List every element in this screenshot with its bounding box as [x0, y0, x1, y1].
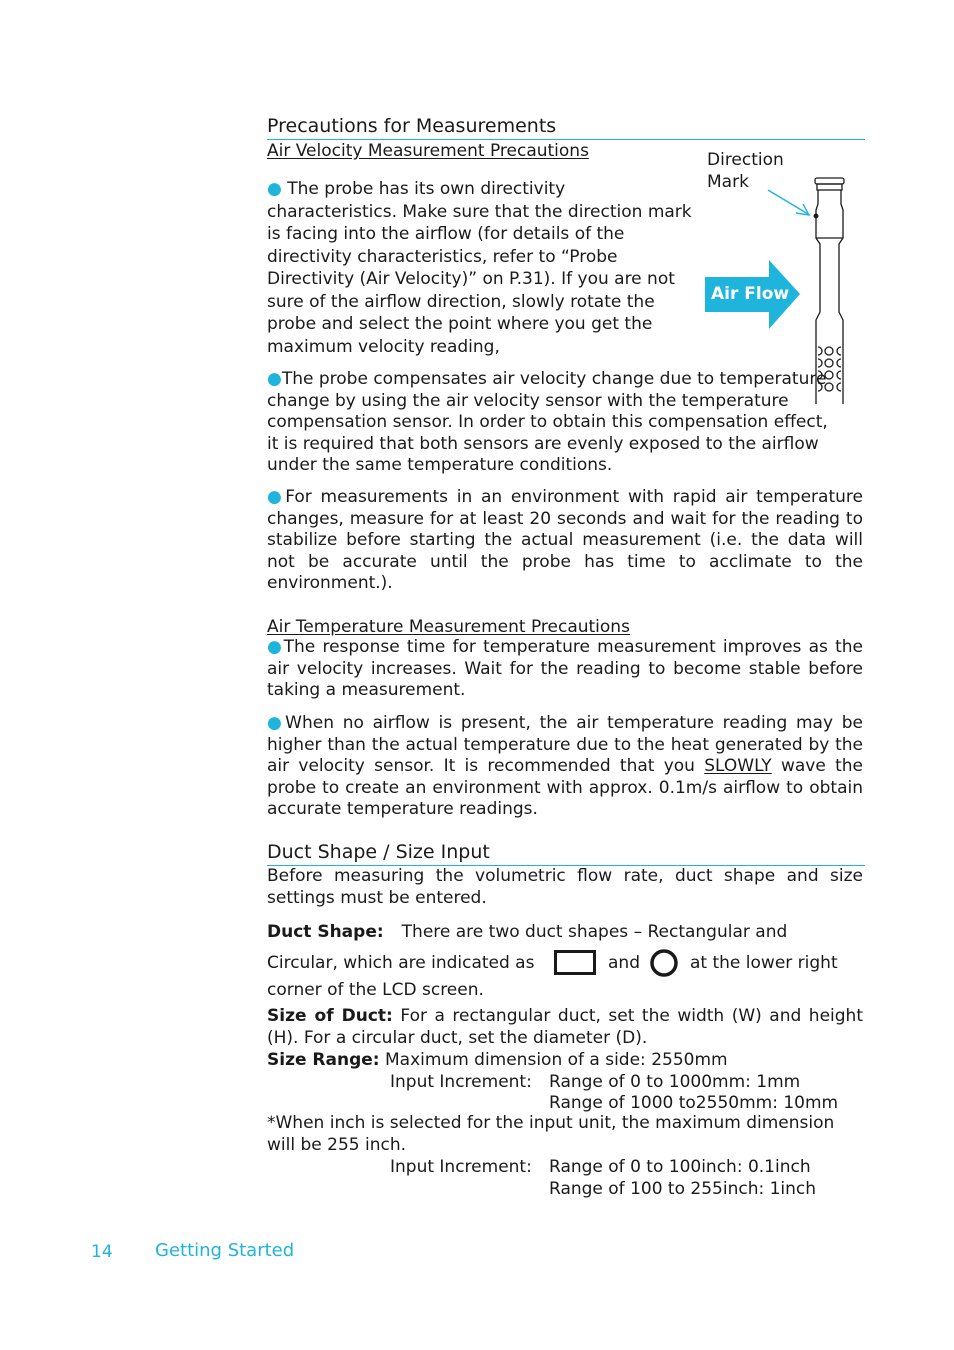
size-range-line — [267, 1049, 728, 1071]
paragraph-rapid-temperature — [267, 487, 863, 595]
size-of-duct-label: Size of Duct: — [267, 1006, 393, 1026]
paragraph-response-time — [267, 637, 863, 702]
duct-shape-line — [267, 921, 787, 943]
paragraph-text: For measurements in an environment with rapid air temperature changes, measure for at least 20 seconds and wait for the reading to stabilize before starting the actual measurement (i.e. the data will not be accurate until the probe has time to acclimate to the environment.). — [267, 487, 863, 593]
bullet-icon: ● — [267, 487, 286, 507]
circular-duct-icon — [649, 948, 679, 978]
paragraph-no-airflow — [267, 713, 863, 821]
lower-right-text: at the lower right — [690, 953, 838, 973]
paragraph-text: When no airflow is present, the air temperature reading may be higher than the actual temperature due to the heat generated by the air velocity sensor. It is recommended that you — [267, 713, 863, 776]
duct-shape-text: There are two duct shapes – Rectangular and — [401, 922, 788, 942]
paragraph-directivity — [267, 178, 699, 358]
increment-inch-range-1: Range of 0 to 100inch: 0.1inch — [549, 1157, 811, 1177]
page-number: 14 — [91, 1242, 113, 1262]
size-of-duct — [267, 1006, 863, 1049]
emphasis-slowly: SLOWLY — [704, 756, 772, 776]
bullet-icon: ● — [267, 179, 282, 199]
and-text: and — [608, 953, 640, 973]
direction-pointer-arrow — [768, 190, 809, 215]
subheading-air-temperature: Air Temperature Measurement Precautions — [267, 617, 630, 637]
chapter-name: Getting Started — [155, 1240, 295, 1261]
paragraph-text: The probe has its own directivity characteristics. Make sure that the direction mark is facing into the airflow (for details of the directivity characteristics, refer to “Probe Directivity (Air Velocity)” on P.31). If you are not sure of the airflow direction, slowly rotate the probe and select the point where you get the maximum velocity reading, — [267, 179, 692, 357]
size-of-duct-text: For a rectangular duct, set the width (W) and height (H). For a circular duct, set the diameter (D). — [267, 1006, 863, 1048]
air-flow-label: Air Flow — [711, 284, 790, 304]
direction-mark-label-line2: Mark — [707, 172, 749, 192]
rectangular-duct-icon — [554, 949, 596, 977]
subheading-air-velocity: Air Velocity Measurement Precautions — [267, 141, 589, 161]
increment-mm-range-1: Range of 0 to 1000mm: 1mm — [549, 1072, 801, 1092]
paragraph-text: wave the probe to create an environment with approx. 0.1m/s airflow to obtain accurate temperature readings. — [267, 756, 863, 819]
circular-text: Circular, which are indicated as — [267, 953, 535, 973]
section-title-precautions: Precautions for Measurements — [267, 115, 557, 137]
paragraph-text: The response time for temperature measurement improves as the air velocity increases. Wait for the reading to become stable before taking a measurement. — [267, 637, 863, 700]
probe-icon — [814, 178, 844, 404]
section-title-duct: Duct Shape / Size Input — [267, 841, 490, 863]
input-increment-label-mm: Input Increment: — [390, 1072, 532, 1092]
corner-text: corner of the LCD screen. — [267, 980, 484, 1000]
bullet-icon: ● — [267, 637, 284, 657]
paragraph-duct-intro: Before measuring the volumetric flow rate, duct shape and size settings must be entered. — [267, 866, 863, 908]
input-increment-label-inch: Input Increment: — [390, 1157, 532, 1177]
bullet-icon: ● — [267, 369, 282, 389]
paragraph-text: The probe compensates air velocity change due to temperature change by using the air velocity sensor with the temperature compensation sensor. In order to obtain this compensation effect, it is required that both sensors are evenly exposed to the airflow under the same temperature conditions. — [267, 369, 828, 475]
increment-mm-range-2: Range of 1000 to2550mm: 10mm — [549, 1093, 839, 1113]
inch-note: *When inch is selected for the input unit, the maximum dimension will be 255 inch. — [267, 1113, 835, 1155]
direction-mark-label-line1: Direction — [707, 150, 784, 170]
size-range-text: Maximum dimension of a side: 2550mm — [384, 1050, 728, 1070]
size-range-label: Size Range: — [267, 1050, 380, 1070]
increment-inch-range-2: Range of 100 to 255inch: 1inch — [549, 1179, 817, 1199]
bullet-icon: ● — [267, 713, 286, 733]
duct-shape-label: Duct Shape: — [267, 922, 384, 942]
